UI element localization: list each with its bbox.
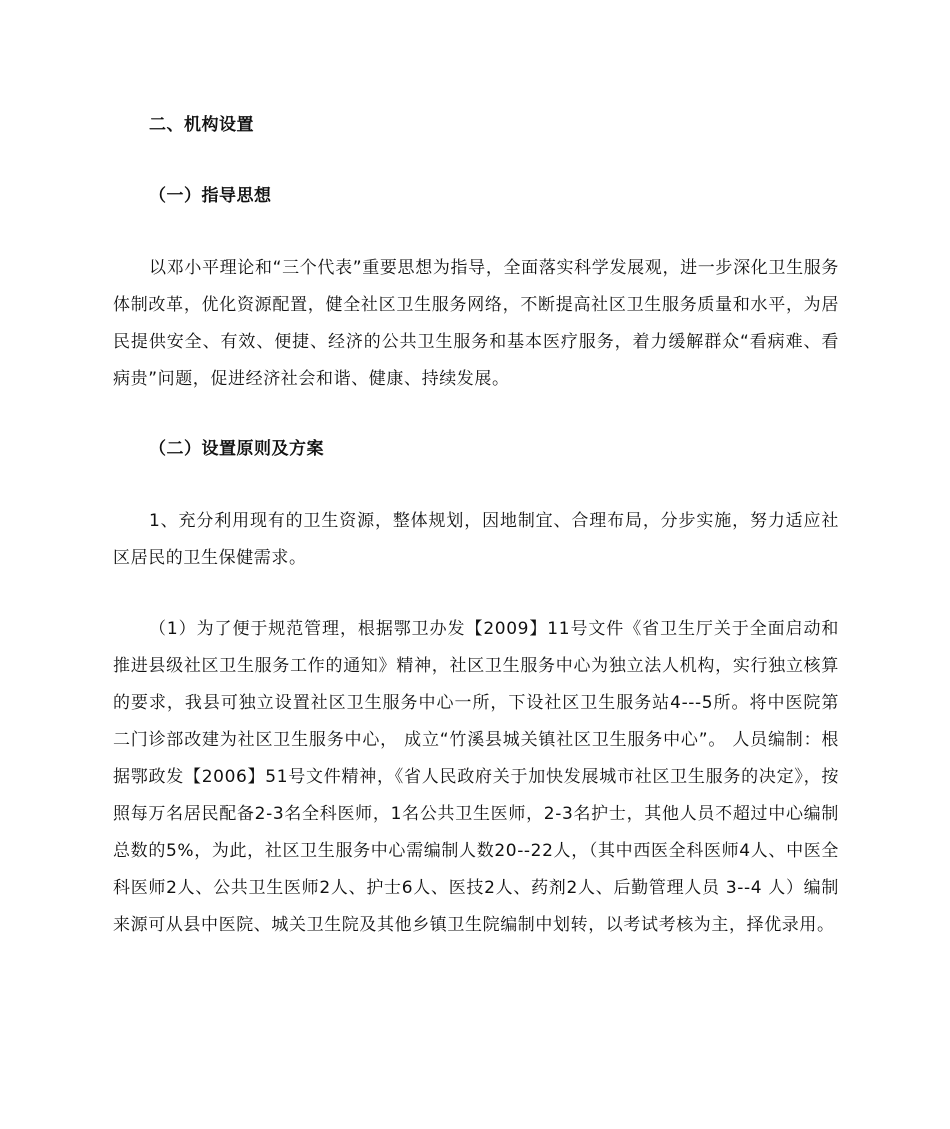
paragraph-item-1: （1）为了便于规范管理，根据鄂卫办发【2009】11号文件《省卫生厅关于全面启动和推进县级社区卫生服务工作的通知》精神，社区卫生服务中心为独立法人机构，实行独立核算的要求，我县可独立设置社区卫生服务中心一所，下设社区卫生服务站4---5所。将中医院第二门诊部改建为社区卫生服务中心， 成立“竹溪县城关镇社区卫生服务中心”。 人员编制：根据鄂政发【2006】51号文件精神，《省人民政府关于加快发展城市社区卫生服务的决定》，按照每万名居民配备2-3名全科医师，1名公共卫生医师，2-3名护士，其他人员不超过中心编制总数的5%，为此，社区卫生服务中心需编制人数20--22人，（其中西医全科医师4人、中医全科医师2人、公共卫生医师2人、护士6人、医技2人、药剂2人、后勤管理人员 3--4 人）编制来源可从县中医院、城关卫生院及其他乡镇卫生院编制中划转，以考试考核为主，择优录用。 — [113, 619, 839, 935]
paragraph-guiding-thought: 以邓小平理论和“三个代表”重要思想为指导，全面落实科学发展观，进一步深化卫生服务体制改革，优化资源配置，健全社区卫生服务网络，不断提高社区卫生服务质量和水平，为居民提供安全、有效、便捷、经济的公共卫生服务和基本医疗服务，着力缓解群众“看病难、看病贵”问题，促进经济社会和谐、健康、持续发展。 — [113, 258, 839, 389]
subsection-heading-principles: （二）设置原则及方案 — [149, 439, 324, 459]
paragraph-principle-1: 1、充分利用现有的卫生资源，整体规划，因地制宜、合理布局，分步实施，努力适应社区居民的卫生保健需求。 — [113, 511, 839, 568]
subsection-heading-guiding: （一）指导思想 — [149, 186, 272, 206]
document-body — [113, 108, 839, 978]
section-heading: 二、机构设置 — [149, 115, 254, 135]
